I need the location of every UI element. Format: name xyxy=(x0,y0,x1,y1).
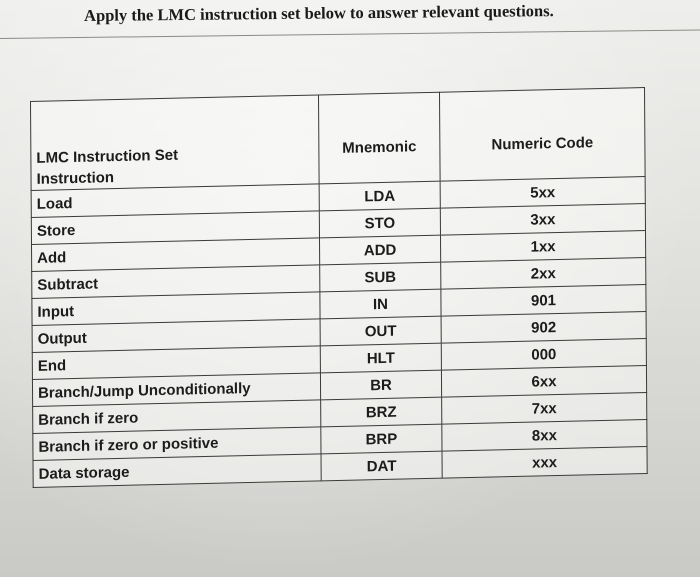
instruction-cell: Branch if zero or positive xyxy=(33,427,321,461)
table-title: LMC Instruction Set xyxy=(36,146,179,167)
mnemonic-cell: SUB xyxy=(320,262,441,292)
numeric-code-cell: 8xx xyxy=(442,420,647,452)
instruction-cell: Branch if zero xyxy=(33,400,321,434)
numeric-code-cell: xxx xyxy=(442,447,647,479)
lmc-instruction-table xyxy=(30,87,648,488)
instruction-cell: Data storage xyxy=(33,454,321,488)
instruction-cell: Load xyxy=(31,184,319,218)
numeric-code-cell: 902 xyxy=(441,312,646,344)
instruction-cell: Add xyxy=(32,238,320,272)
instruction-cell: Output xyxy=(32,319,320,353)
mnemonic-cell: LDA xyxy=(319,181,440,211)
mnemonic-cell: STO xyxy=(319,208,440,238)
mnemonic-cell: IN xyxy=(320,289,441,319)
column-header-instruction: Instruction xyxy=(36,169,115,188)
mnemonic-cell: BRP xyxy=(321,424,442,454)
mnemonic-cell: BR xyxy=(320,370,441,400)
instruction-cell: Store xyxy=(31,211,319,245)
mnemonic-cell: DAT xyxy=(321,451,442,481)
column-header-mnemonic: Mnemonic xyxy=(318,92,440,184)
column-header-numeric-code: Numeric Code xyxy=(439,88,645,182)
instruction-cell: Subtract xyxy=(32,265,320,299)
numeric-code-cell: 3xx xyxy=(440,204,645,236)
numeric-code-cell: 7xx xyxy=(442,393,647,425)
mnemonic-cell: OUT xyxy=(320,316,441,346)
numeric-code-cell: 000 xyxy=(441,339,646,371)
numeric-code-cell: 901 xyxy=(441,285,646,317)
instruction-cell: End xyxy=(32,346,320,380)
lmc-table-container xyxy=(30,87,648,488)
mnemonic-cell: BRZ xyxy=(321,397,442,427)
instruction-cell: Branch/Jump Unconditionally xyxy=(32,373,320,407)
numeric-code-cell: 6xx xyxy=(441,366,646,398)
instruction-cell: Input xyxy=(32,292,320,326)
mnemonic-cell: ADD xyxy=(319,235,440,265)
table-header-row xyxy=(31,88,646,191)
heading-divider xyxy=(0,29,700,39)
header-instruction-cell xyxy=(31,95,320,191)
numeric-code-cell: 2xx xyxy=(441,258,646,290)
numeric-code-cell: 5xx xyxy=(440,177,645,209)
mnemonic-cell: HLT xyxy=(320,343,441,373)
page-heading: Apply the LMC instruction set below to answer relevant questions. xyxy=(84,1,554,25)
numeric-code-cell: 1xx xyxy=(440,231,645,263)
